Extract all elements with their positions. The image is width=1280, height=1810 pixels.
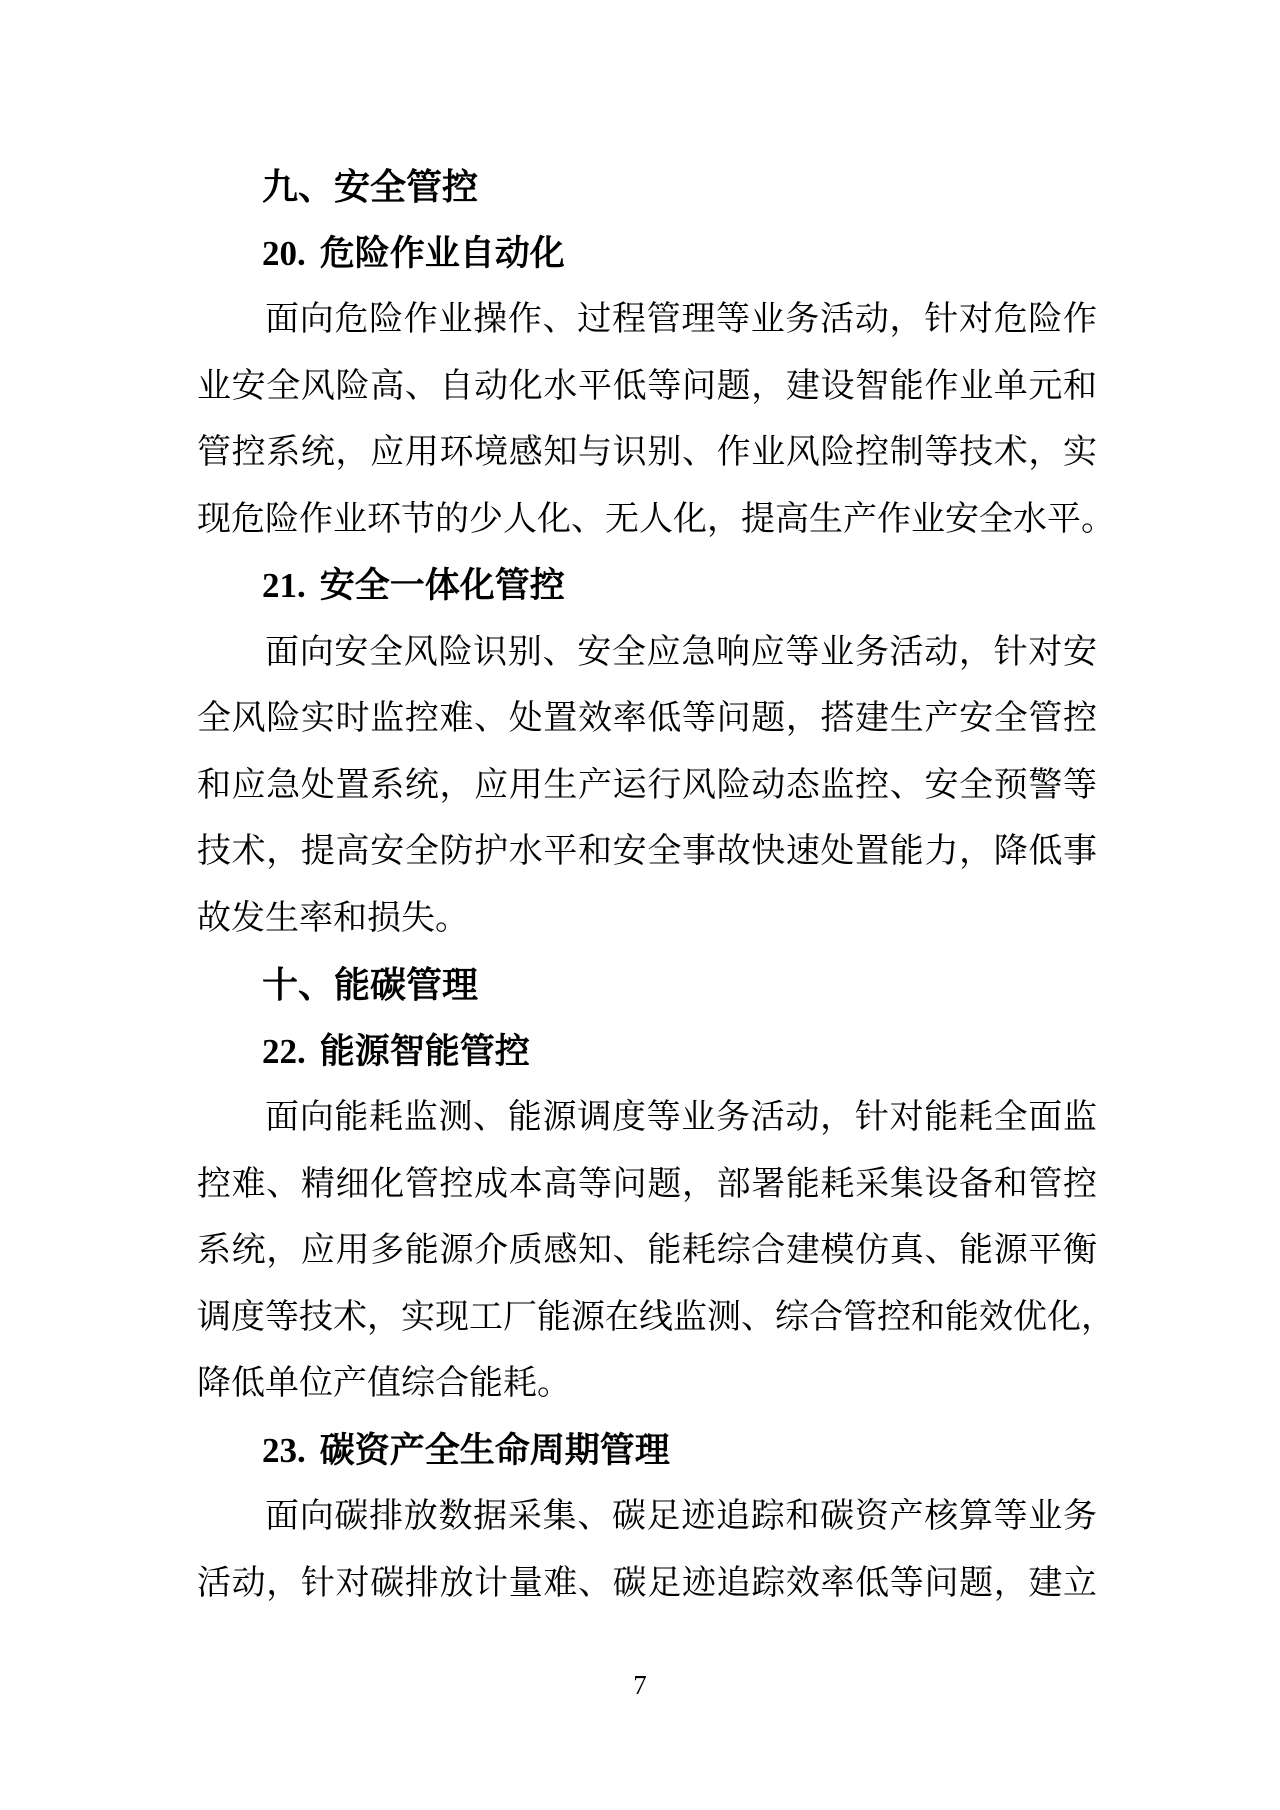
text-line: 面向能耗监测、能源调度等业务活动，针对能耗全面监 (265, 1099, 1097, 1136)
scenario-title: 能源智能管控 (319, 1031, 530, 1071)
text-line: 面向碳排放数据采集、碳足迹追踪和碳资产核算等业务 (265, 1498, 1097, 1535)
text-line: 业安全风险高、自动化水平低等问题，建设智能作业单元和 (197, 367, 1097, 405)
text-line: 面向危险作业操作、过程管理等业务活动，针对危险作 (265, 301, 1097, 338)
section-heading: 九、安全管控 (262, 166, 479, 207)
text-line: 技术，提高安全防护水平和安全事故快速处置能力，降低事 (197, 833, 1097, 870)
scenario-number: 22. (262, 1031, 306, 1071)
text-line: 全风险实时监控难、处置效率低等问题，搭建生产安全管控 (197, 700, 1097, 737)
page-number: 7 (633, 1670, 647, 1700)
text-line: 降低单位产值综合能耗。 (197, 1365, 571, 1402)
text-line: 调度等技术，实现工厂能源在线监测、综合管控和能效优化， (197, 1298, 1115, 1336)
scenario-heading (197, 221, 1097, 288)
text-line: 管控系统，应用环境感知与识别、作业风险控制等技术，实 (197, 434, 1097, 471)
text-line: 和应急处置系统，应用生产运行风险动态监控、安全预警等 (197, 766, 1097, 804)
text-line: 故发生率和损失。 (197, 899, 469, 937)
paragraph (197, 1484, 1097, 1617)
section-heading: 十、能碳管理 (262, 964, 479, 1005)
scenario-title: 危险作业自动化 (319, 233, 565, 273)
scenario-number: 20. (262, 233, 306, 273)
paragraph (197, 620, 1097, 953)
scenario-number: 21. (262, 566, 306, 605)
scenario-number: 23. (262, 1430, 306, 1470)
text-line: 面向安全风险识别、安全应急响应等业务活动，针对安 (265, 633, 1097, 671)
scenario-heading (197, 1418, 1097, 1485)
scenario-title: 安全一体化管控 (319, 566, 565, 605)
text-line: 系统，应用多能源介质感知、能耗综合建模仿真、能源平衡 (197, 1232, 1097, 1269)
scenario-heading (197, 553, 1097, 620)
scenario-title: 碳资产全生命周期管理 (319, 1430, 670, 1470)
scenario-heading (197, 1019, 1097, 1086)
text-line: 控难、精细化管控成本高等问题，部署能耗采集设备和管控 (197, 1165, 1097, 1203)
paragraph (197, 1085, 1115, 1418)
paragraph (197, 287, 1115, 553)
text-line: 活动，针对碳排放计量难、碳足迹追踪效率低等问题，建立 (197, 1564, 1097, 1602)
text-line: 现危险作业环节的少人化、无人化，提高生产作业安全水平。 (197, 500, 1115, 538)
document-content (197, 154, 1115, 1617)
